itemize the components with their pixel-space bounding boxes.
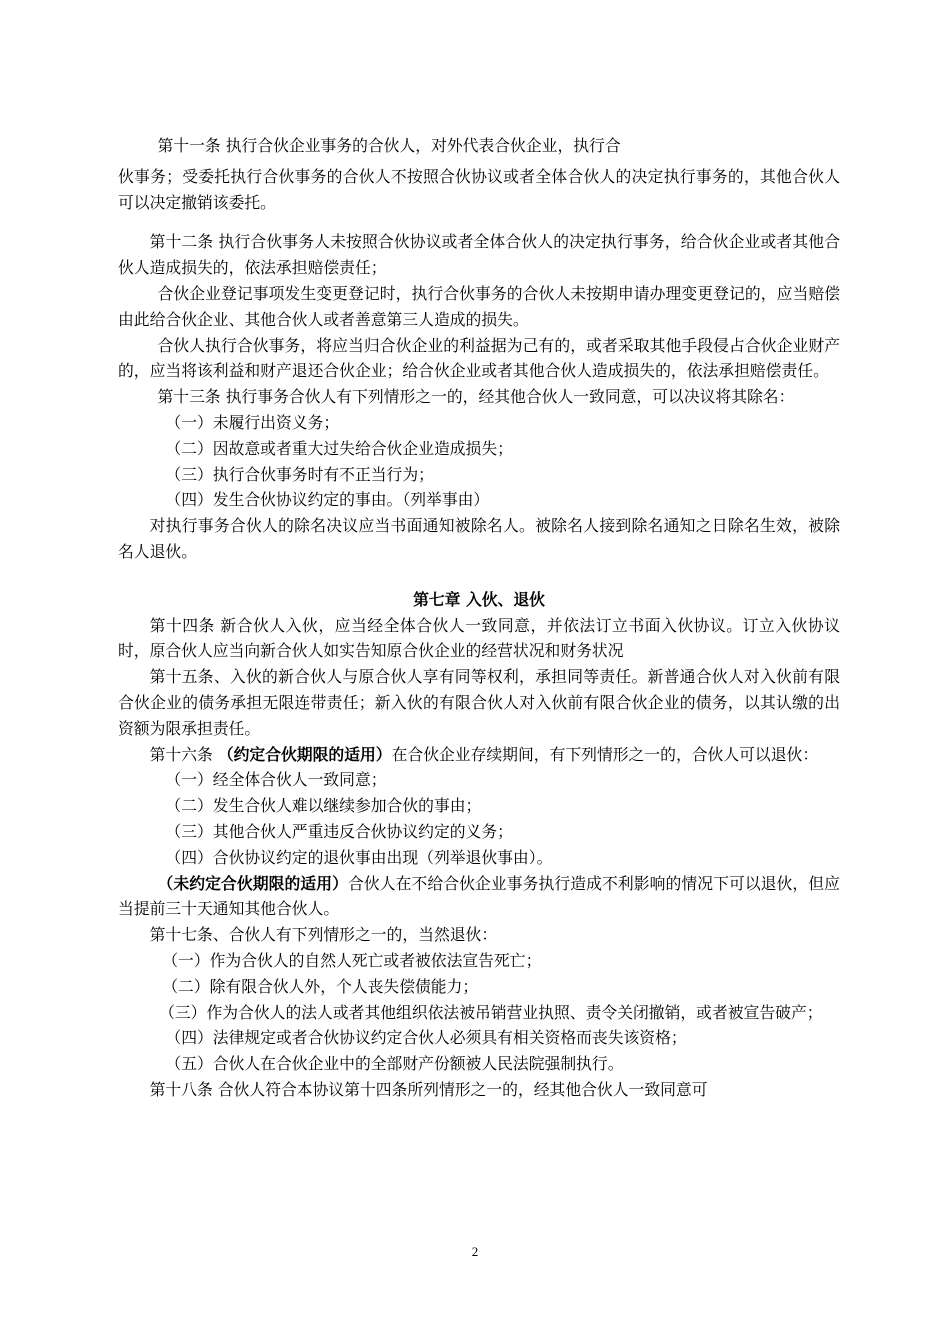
article-16-paragraph-2 <box>118 871 840 923</box>
page-number: 2 <box>471 1244 479 1259</box>
article-17-item-1: （一）作为合伙人的自然人死亡或者被依法宣告死亡； <box>162 950 542 970</box>
article-16-item-4: （四）合伙协议约定的退伙事由出现（列举退伙事由）。 <box>165 847 553 867</box>
article-12-paragraph-3: 合伙人执行合伙事务，将应当归合伙企业的利益据为己有的，或者采取其他手段侵占合伙企业财产的，应当将该利益和财产退还合伙企业；给合伙企业或者其他合伙人造成损失的，依法承担赔偿责任。 <box>118 335 840 381</box>
article-15: 第十五条、入伙的新合伙人与原合伙人享有同等权利，承担同等责任。新普通合伙人对入伙前有限合伙企业的债务承担无限连带责任；新入伙的有限合伙人对入伙前有限合伙企业的债务，以其认缴的出资额为限承担责任。 <box>118 667 840 738</box>
article-17-item-5: （五）合伙人在合伙企业中的全部财产份额被人民法院强制执行。 <box>165 1054 624 1074</box>
article-16-paragraph-2-text: 合伙人在不给合伙企业事务执行造成不利影响的情况下可以退伙，但应当提前三十天通知其他合伙人。 <box>118 873 840 919</box>
article-16-item-3: （三）其他合伙人严重违反合伙协议约定的义务； <box>165 821 513 841</box>
article-16-paragraph-2-bold-heading: （未约定合伙期限的适用） <box>157 873 348 893</box>
article-12: 第十二条 执行合伙事务人未按照合伙协议或者全体合伙人的决定执行事务，给合伙企业或者其他合伙人造成损失的，依法承担赔偿责任； <box>118 232 840 278</box>
article-16-item-1: （一）经全体合伙人一致同意； <box>165 770 387 790</box>
article-13-paragraph-2: 对执行事务合伙人的除名决议应当书面通知被除名人。被除名人接到除名通知之日除名生效，被除名人退伙。 <box>118 516 840 561</box>
article-13-item-4: （四）发生合伙协议约定的事由。（列举事由） <box>165 490 490 510</box>
article-16-prefix: 第十六条 <box>149 744 218 764</box>
article-16 <box>118 742 840 768</box>
article-11-continuation: 伙事务；受委托执行合伙事务的合伙人不按照合伙协议或者全体合伙人的决定执行事务的，其他合伙人可以决定撤销该委托。 <box>118 166 840 212</box>
article-12-paragraph-2: 合伙企业登记事项发生变更登记时，执行合伙事务的合伙人未按期申请办理变更登记的，应当赔偿由此给合伙企业、其他合伙人或者善意第三人造成的损失。 <box>118 283 840 329</box>
article-17: 第十七条、合伙人有下列情形之一的，当然退伙： <box>149 925 498 945</box>
article-16-item-2: （二）发生合伙人难以继续参加合伙的事由； <box>165 796 482 816</box>
article-14: 第十四条 新合伙人入伙，应当经全体合伙人一致同意，并依法订立书面入伙协议。订立入伙协议时，原合伙人应当向新合伙人如实告知原合伙企业的经营状况和财务状况 <box>118 615 840 661</box>
article-13-item-3: （三）执行合伙事务时有不正当行为； <box>165 464 434 484</box>
article-17-item-2: （二）除有限合伙人外，个人丧失偿债能力； <box>162 976 479 996</box>
article-13-item-2: （二）因故意或者重大过失给合伙企业造成损失； <box>165 438 513 458</box>
chapter-heading: 第七章 入伙、退伙 <box>413 589 545 609</box>
document-page <box>118 133 840 1103</box>
article-11-first-line: 第十一条 执行合伙企业事务的合伙人，对外代表合伙企业，执行合 <box>157 136 621 155</box>
article-16-bold-heading: （约定合伙期限的适用） <box>217 744 392 764</box>
article-13-item-1: （一）未履行出资义务； <box>165 412 340 432</box>
article-13: 第十三条 执行事务合伙人有下列情形之一的，经其他合伙人一致同意，可以决议将其除名： <box>157 387 795 407</box>
article-17-item-4: （四）法律规定或者合伙协议约定合伙人必须具有相关资格而丧失该资格； <box>165 1028 687 1048</box>
article-17-item-3: （三）作为合伙人的法人或者其他组织依法被吊销营业执照、责令关闭撤销，或者被宣告破产； <box>159 1002 823 1022</box>
article-18: 第十八条 合伙人符合本协议第十四条所列情形之一的，经其他合伙人一致同意可 <box>149 1079 708 1099</box>
article-16-text: 在合伙企业存续期间，有下列情形之一的，合伙人可以退伙： <box>391 744 819 764</box>
